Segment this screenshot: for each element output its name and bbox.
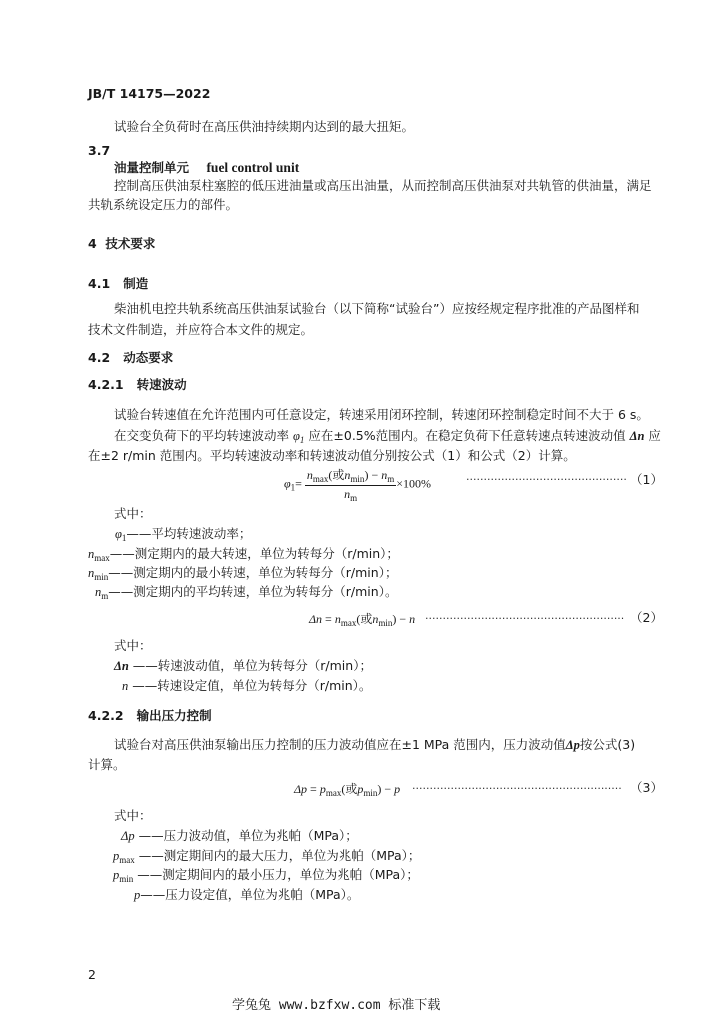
- formula-1: $\varphi_1=$ $\frac{n_{max}(或n_{min}) - n_m}{n_m}$ ×100%: [284, 468, 431, 503]
- formula-2: $\Delta n = n_{max}$(或$n_{min}) - n$: [309, 612, 416, 628]
- section-number: 4.2.2: [88, 708, 124, 723]
- formula-2-number: （2）: [630, 610, 663, 625]
- section-title: 转速波动: [136, 377, 187, 392]
- term-cn: 油量控制单元: [114, 160, 190, 175]
- section-number: 4.1: [88, 276, 111, 291]
- section-3-7-number: 3.7: [88, 143, 111, 158]
- phi1-symbol: $\varphi_1$: [293, 429, 305, 445]
- section-3-7-term: [114, 160, 299, 176]
- section-title: 制造: [123, 276, 149, 291]
- formula-1-fraction: $\frac{n_{max}(或n_{min}) - n_m}{n_m}$: [306, 468, 395, 503]
- formula-2-leader-dots: ·························································: [425, 612, 625, 625]
- paragraph-4-2-2-line2: 计算。: [88, 757, 126, 772]
- paragraph-3-6-tail: 试验台全负荷时在高压供油持续期内达到的最大扭矩。: [114, 119, 415, 134]
- def-delta-p: Δp ——压力波动值，单位为兆帕（MPa）；: [121, 828, 358, 843]
- def-phi1: $\varphi_1——$平均转速波动率；: [115, 526, 252, 543]
- paragraph-4-2-1-line1: 试验台转速值在允许范围内可任意设定，转速采用闭环控制，转速闭环控制稳定时间不大于 6 s。: [114, 407, 649, 422]
- paragraph-3-7-line2: 共轨系统设定压力的部件。: [88, 197, 239, 212]
- formula-3-leader-dots: ····························································: [412, 782, 622, 795]
- section-4-2-1-heading: [88, 377, 187, 393]
- paragraph-4-1-line2: 技术文件制造，并应符合本文件的规定。: [88, 322, 314, 337]
- section-number: 4: [88, 236, 97, 251]
- formula-3: $\Delta p = p_{max}$(或$p_{min}) - p$: [294, 782, 401, 798]
- def-nmin: $n_{min}——$测定期内的最小转速，单位为转每分（r/min）；: [88, 565, 398, 582]
- def-n: n ——转速设定值，单位为转每分（r/min）。: [122, 678, 372, 693]
- section-number: 4.2.1: [88, 377, 124, 392]
- footer-watermark: 学兔兔 www.bzfxw.com 标准下载: [232, 998, 441, 1013]
- formula-1-number: （1）: [630, 472, 663, 487]
- page-number: 2: [88, 967, 96, 982]
- paragraph-4-2-1-line2: 在交变负荷下的平均转速波动率 $\varphi_1$ 应在±0.5%范围内。在稳定负荷下任意转速点转速波动值 Δn 应: [114, 428, 661, 445]
- section-title: 技术要求: [105, 236, 156, 251]
- delta-n-symbol: Δn: [629, 429, 645, 443]
- paragraph-4-1-line1: 柴油机电控共轨系统高压供油泵试验台（以下简称“试验台”）应按经规定程序批准的产品图样和: [114, 301, 640, 316]
- where-label-2: 式中：: [114, 638, 152, 653]
- formula-3-number: （3）: [630, 780, 663, 795]
- where-label-1: 式中：: [114, 506, 152, 521]
- def-nmax: $n_{max}——$测定期内的最大转速，单位为转每分（r/min）；: [88, 546, 399, 563]
- section-4-2-2-heading: [88, 708, 212, 724]
- paragraph-3-7-line1: 控制高压供油泵柱塞腔的低压进油量或高压出油量，从而控制高压供油泵对共轨管的供油量，满足: [114, 178, 652, 193]
- doc-code-header: JB/T 14175—2022: [88, 86, 211, 101]
- def-pmin: $p_{min}$ ——测定期间内的最小压力，单位为兆帕（MPa）；: [113, 867, 419, 884]
- section-4-1-heading: [88, 276, 148, 292]
- def-nm: $n_m——$测定期内的平均转速，单位为转每分（r/min）。: [95, 584, 398, 601]
- paragraph-4-2-1-line3: 在±2 r/min 范围内。平均转速波动率和转速波动值分别按公式（1）和公式（2）计算。: [88, 448, 576, 463]
- section-4-2-heading: [88, 350, 173, 366]
- section-4-heading: [88, 236, 155, 252]
- section-title: 输出压力控制: [136, 708, 212, 723]
- def-delta-n: Δn ——转速波动值，单位为转每分（r/min）；: [114, 658, 372, 673]
- def-p: p——压力设定值，单位为兆帕（MPa）。: [134, 887, 360, 902]
- section-number: 4.2: [88, 350, 111, 365]
- formula-1-leader-dots: ··············································: [466, 473, 627, 486]
- delta-p-symbol: Δp: [565, 738, 580, 752]
- section-title: 动态要求: [123, 350, 174, 365]
- paragraph-4-2-2-line1: 试验台对高压供油泵输出压力控制的压力波动值应在±1 MPa 范围内，压力波动值Δp按公式(3): [114, 737, 636, 752]
- term-en: fuel control unit: [206, 160, 300, 175]
- where-label-3: 式中：: [114, 808, 152, 823]
- def-pmax: $p_{max}$ ——测定期间内的最大压力，单位为兆帕（MPa）；: [113, 848, 421, 865]
